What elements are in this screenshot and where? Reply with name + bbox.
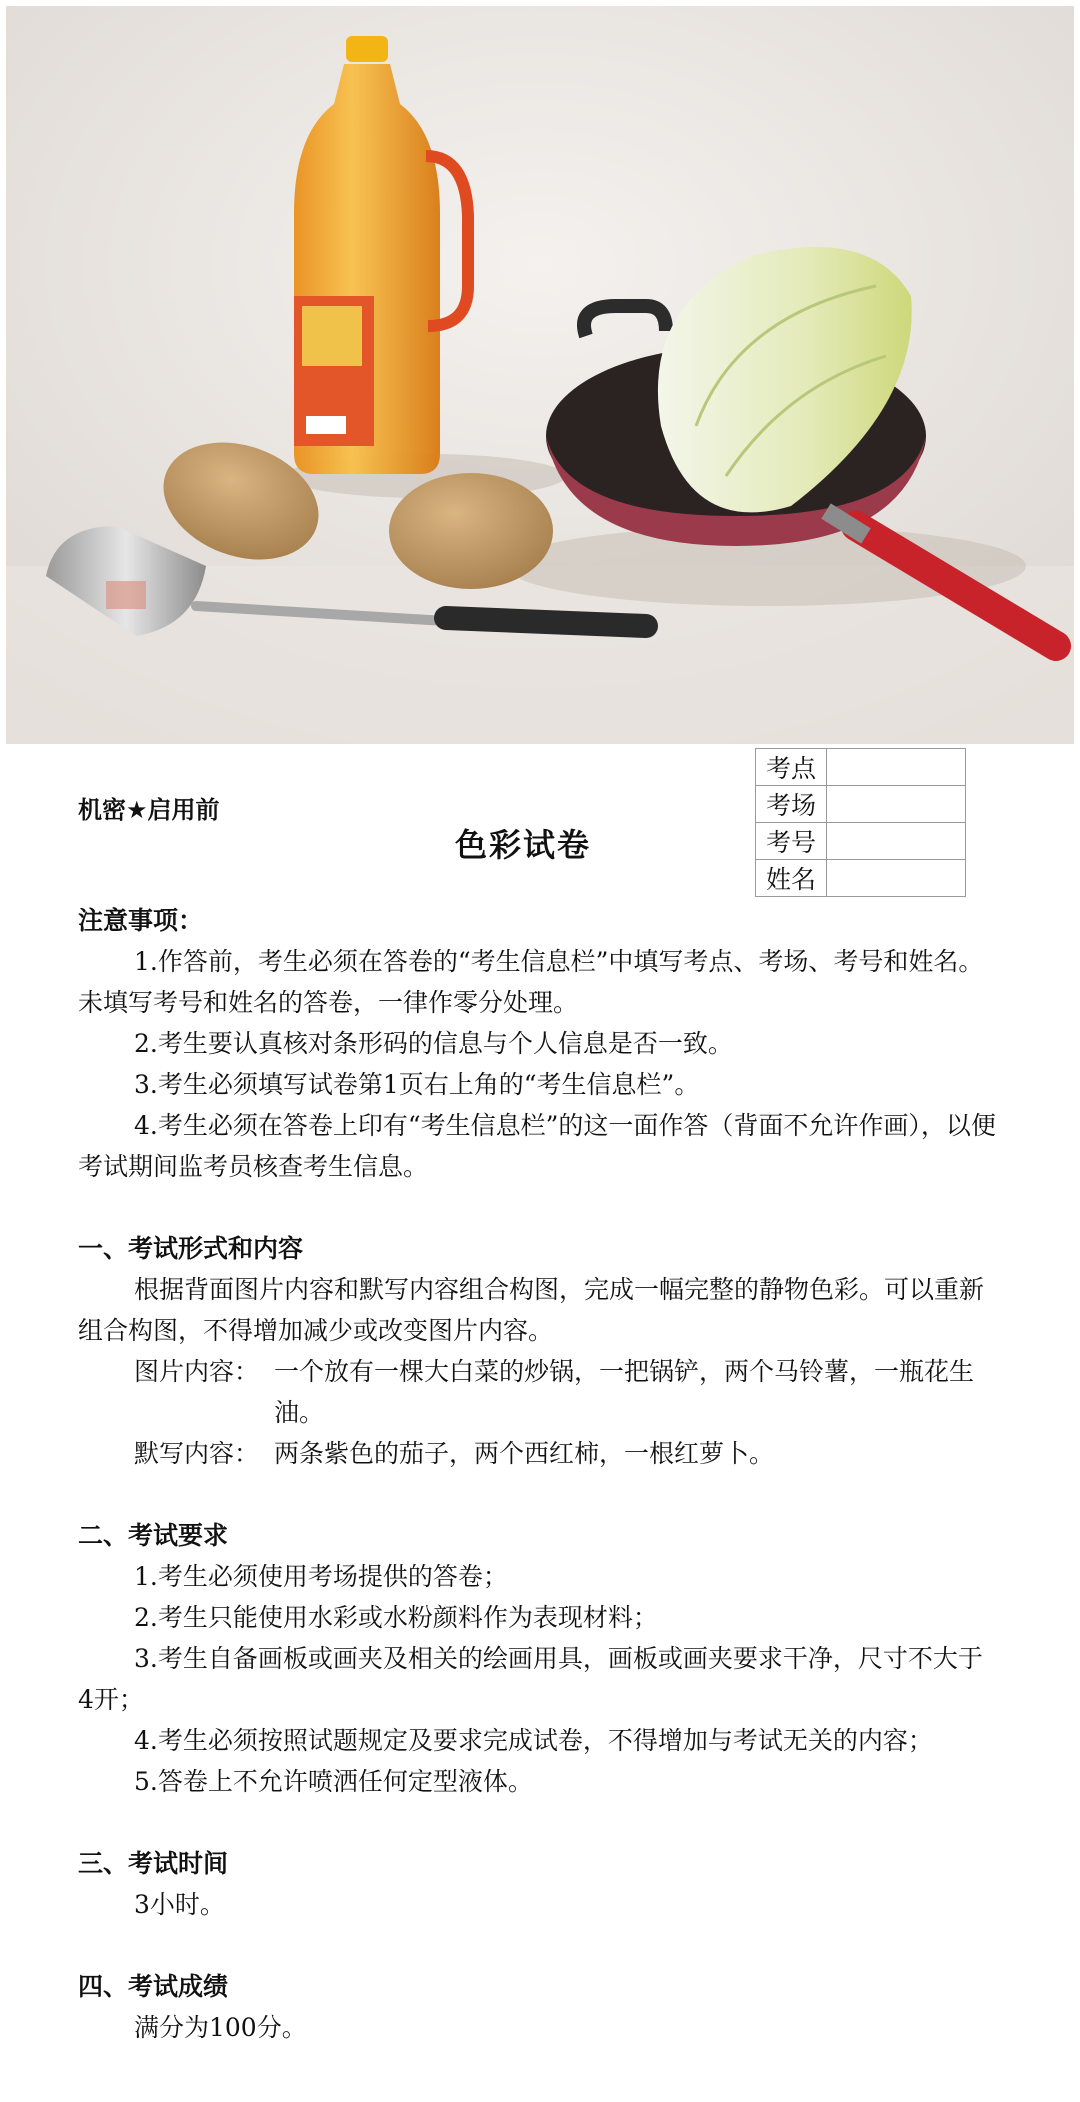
info-label-exam-site: 考点 (756, 749, 827, 786)
picture-content-text: 一个放有一棵大白菜的炒锅，一把锅铲，两个马铃薯，一瓶花生油。 (274, 1357, 975, 1427)
still-life-photo (6, 6, 1074, 744)
info-value-exam-room[interactable] (827, 786, 966, 823)
candidate-info-table (755, 748, 966, 897)
memory-content (78, 1433, 998, 1474)
exam-duration: 3小时。 (134, 1890, 225, 1919)
requirement-item: 3.考生自备画板或画夹及相关的绘画用具，画板或画夹要求干净，尺寸不大于4开； (78, 1644, 983, 1714)
info-value-name[interactable] (827, 860, 966, 897)
info-label-exam-room: 考场 (756, 786, 827, 823)
exam-title: 色彩试卷 (455, 826, 592, 864)
picture-content (78, 1351, 998, 1433)
memory-content-text: 两条紫色的茄子，两个西红柿，一根红萝卜。 (274, 1439, 775, 1468)
requirement-item: 5.答卷上不允许喷洒任何定型液体。 (134, 1767, 533, 1796)
info-value-exam-site[interactable] (827, 749, 966, 786)
picture-content-label: 图片内容： (134, 1357, 260, 1386)
info-value-exam-number[interactable] (827, 823, 966, 860)
requirement-item: 2.考生只能使用水彩或水粉颜料作为表现材料； (134, 1603, 658, 1632)
notes-heading: 注意事项： (78, 906, 204, 935)
notes-item: 2.考生要认真核对条形码的信息与个人信息是否一致。 (134, 1029, 733, 1058)
memory-content-label: 默写内容： (134, 1439, 260, 1468)
notes-item: 1.作答前，考生必须在答卷的“考生信息栏”中填写考点、考场、考号和姓名。未填写考号和姓名的答卷，一律作零分处理。 (78, 947, 984, 1017)
section4-heading: 四、考试成绩 (78, 1972, 229, 2001)
info-label-exam-number: 考号 (756, 823, 827, 860)
potato-right (389, 473, 553, 589)
section1-intro: 根据背面图片内容和默写内容组合构图，完成一幅完整的静物色彩。可以重新组合构图，不得增加减少或改变图片内容。 (78, 1275, 985, 1345)
notes-item: 4.考生必须在答卷上印有“考生信息栏”的这一面作答（背面不允许作画），以便考试期间监考员核查考生信息。 (78, 1111, 996, 1181)
notes-item: 3.考生必须填写试卷第1页右上角的“考生信息栏”。 (134, 1070, 700, 1099)
exam-score: 满分为100分。 (134, 2013, 307, 2042)
requirement-item: 4.考生必须按照试题规定及要求完成试卷，不得增加与考试无关的内容； (134, 1726, 933, 1755)
section3-heading: 三、考试时间 (78, 1849, 229, 1878)
info-label-name: 姓名 (756, 860, 827, 897)
section2-heading: 二、考试要求 (78, 1521, 229, 1550)
section1-heading: 一、考试形式和内容 (78, 1234, 304, 1263)
requirement-item: 1.考生必须使用考场提供的答卷； (134, 1562, 508, 1591)
exam-instructions (78, 900, 998, 2048)
confidential-mark: 机密★启用前 (78, 796, 220, 824)
